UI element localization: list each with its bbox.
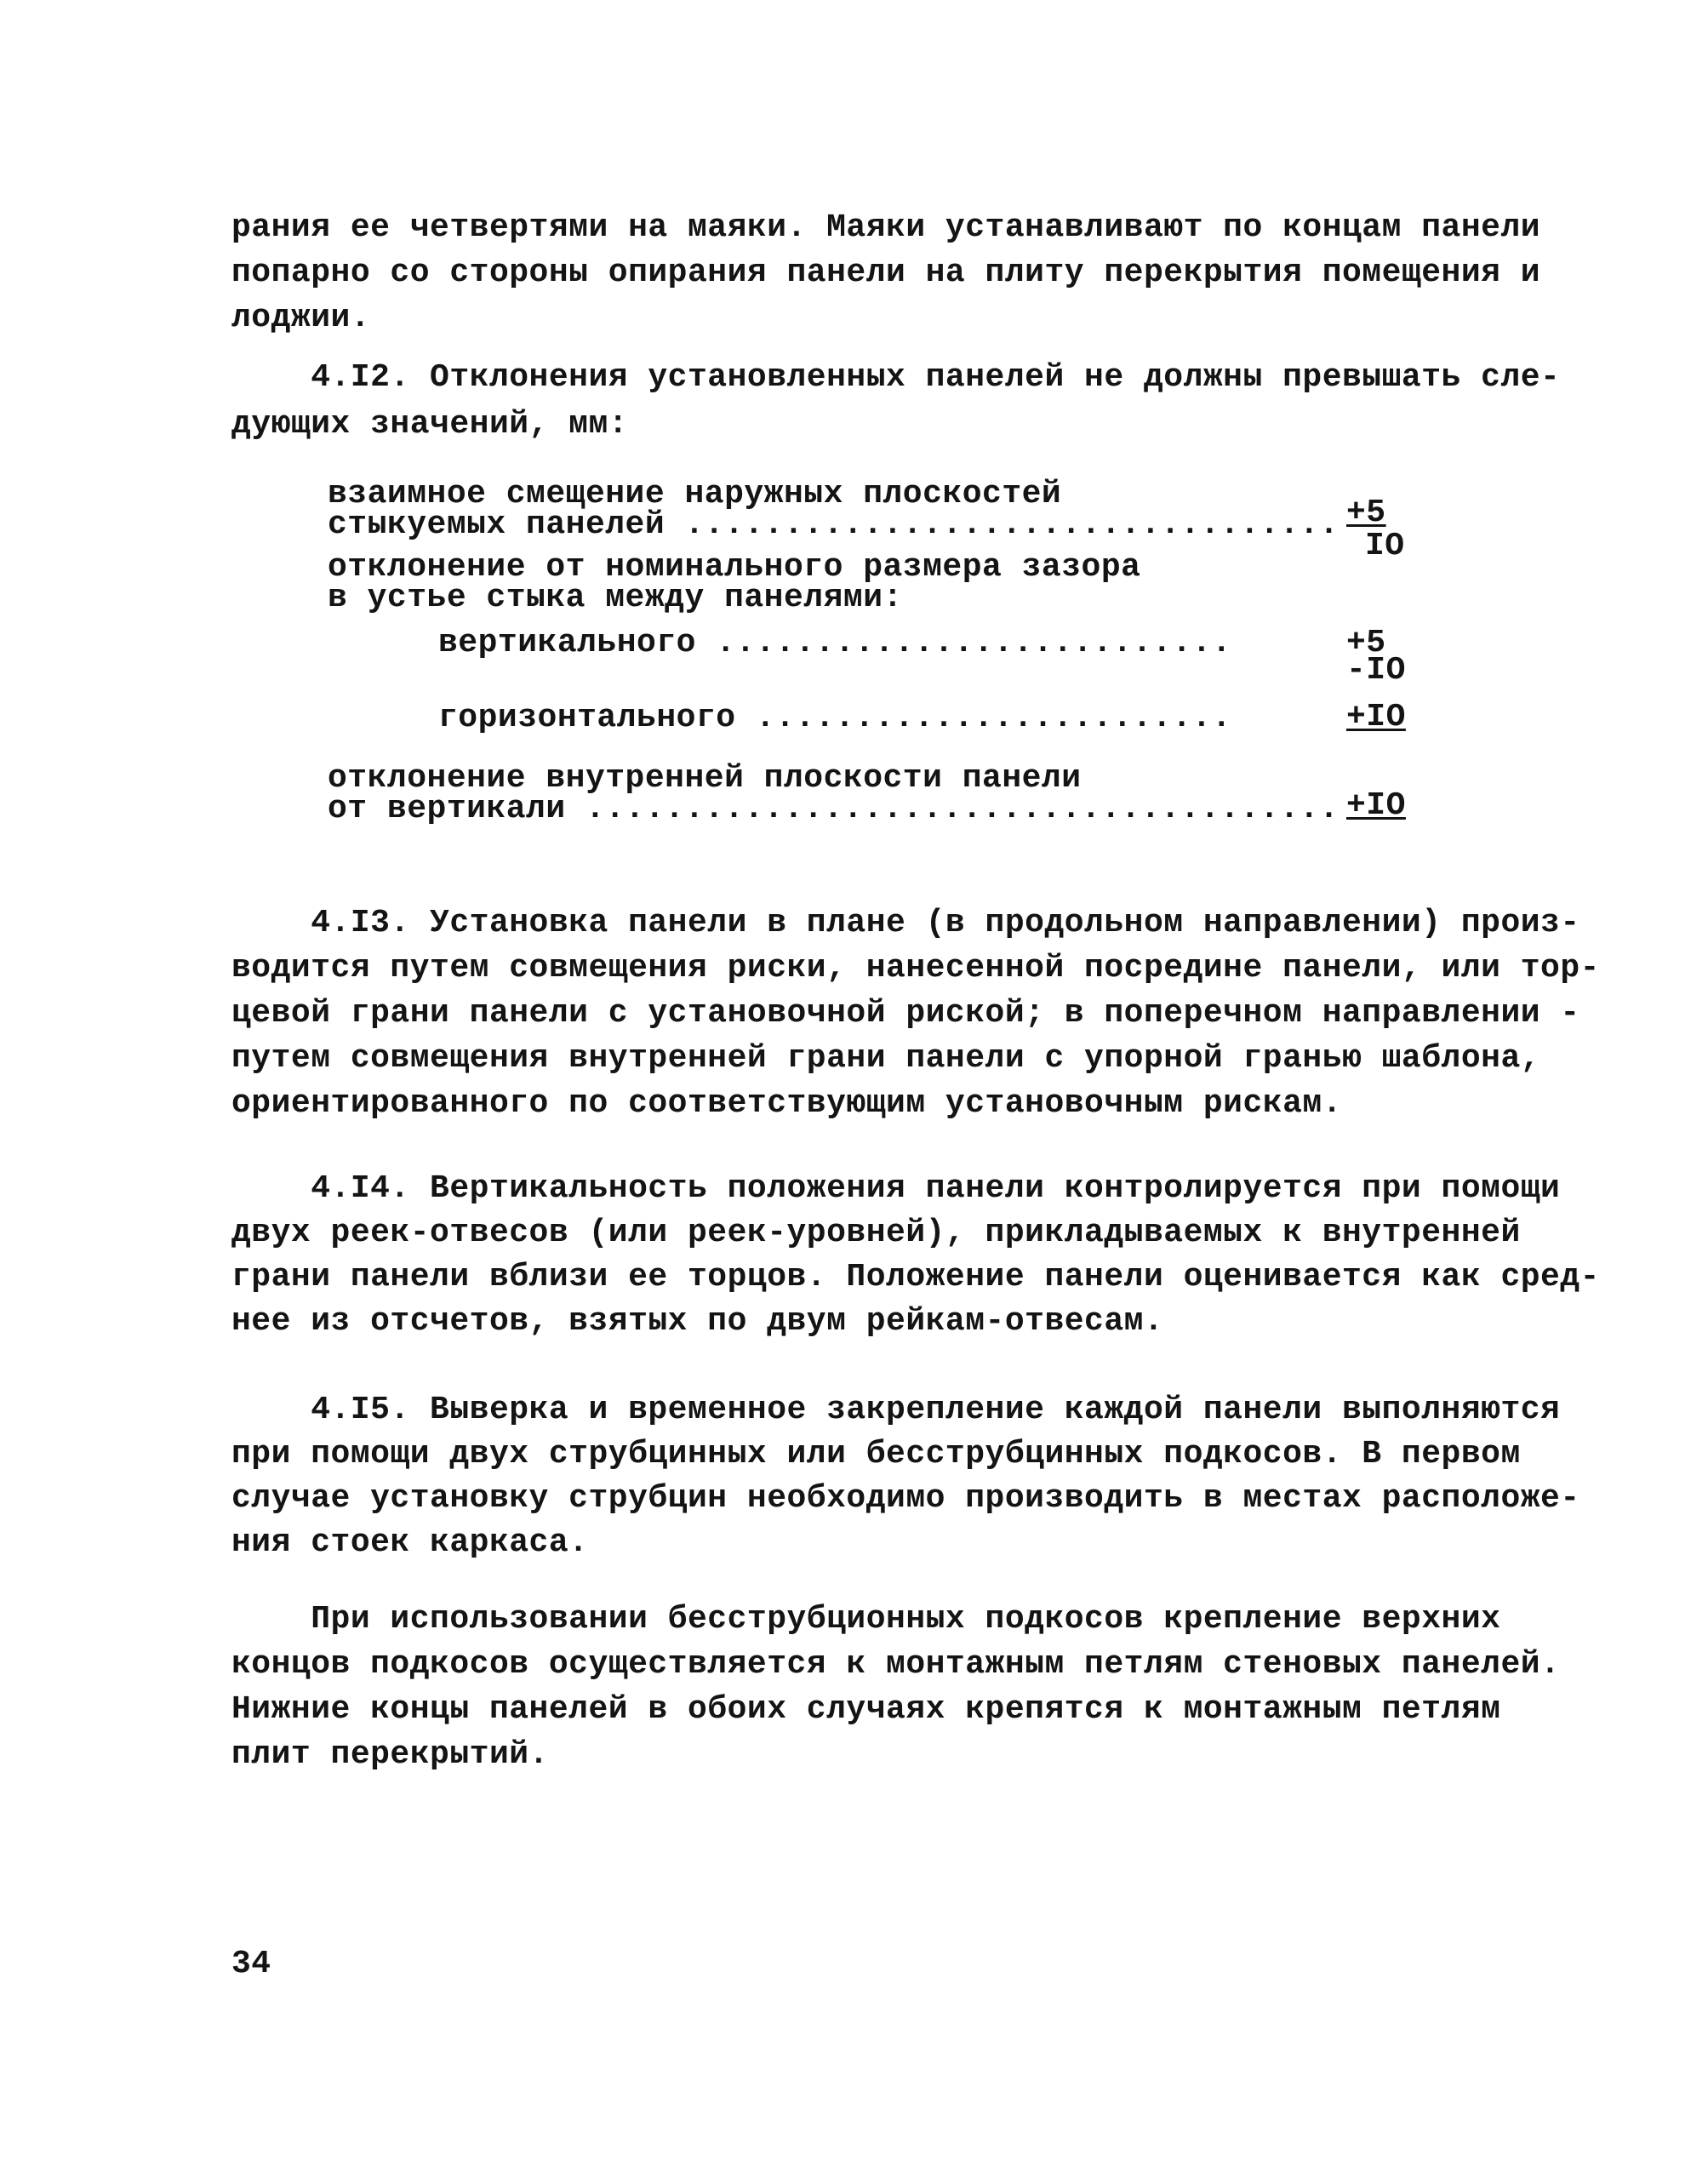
paragraph-last-line-3: Нижние концы панелей в обоих случаях крепятся к монтажным петлям <box>231 1691 1501 1728</box>
paragraph-continuation-line-3: лоджии. <box>231 300 371 336</box>
paragraph-4-13-line-2: водится путем совмещения риски, нанесенной посредине панели, или тор- <box>231 950 1600 986</box>
tolerance-row-2-label-line-2: в устье стыка между панелями: <box>328 580 903 616</box>
tolerance-row-vertical-value-top: +5 <box>1346 625 1386 661</box>
paragraph-4-14-line-1: 4.I4. Вертикальность положения панели контролируется при помощи <box>231 1170 1561 1207</box>
paragraph-last-line-2: концов подкосов осуществляется к монтажным петлям стеновых панелей. <box>231 1646 1561 1683</box>
paragraph-4-13-line-4: путем совмещения внутренней грани панели с упорной гранью шаблона, <box>231 1040 1541 1077</box>
tolerance-row-2-label-line-1: отклонение от номинального размера зазора <box>328 549 1141 586</box>
paragraph-4-14-line-3: грани панели вблизи ее торцов. Положение панели оценивается как сред- <box>231 1259 1600 1295</box>
tolerance-row-1-value-bottom: IO <box>1365 528 1405 564</box>
paragraph-4-13-line-3: цевой грани панели с установочной риской; в поперечном направлении - <box>231 995 1580 1032</box>
paragraph-4-13-line-5: ориентированного по соответствующим установочным рискам. <box>231 1085 1343 1122</box>
paragraph-4-12-line-1: 4.I2. Отклонения установленных панелей не должны превышать сле- <box>231 359 1561 396</box>
paragraph-4-13-line-1: 4.I3. Установка панели в плане (в продольном направлении) произ- <box>231 905 1580 941</box>
paragraph-4-15-line-4: ния стоек каркаса. <box>231 1524 589 1561</box>
paragraph-4-14-line-4: нее из отсчетов, взятых по двум рейкам-отвесам. <box>231 1303 1164 1340</box>
tolerance-row-vertical-label: вертикального .......................... <box>438 625 1232 661</box>
paragraph-4-12-line-2: дующих значений, мм: <box>231 406 629 443</box>
paragraph-4-15-line-2: при помощи двух струбцинных или бесструбцинных подкосов. В первом <box>231 1436 1521 1472</box>
tolerance-row-vertical-value-bottom: -IO <box>1346 652 1406 689</box>
page-number: 34 <box>231 1946 271 1982</box>
tolerance-row-1-label-line-2: стыкуемых панелей ................................. <box>328 506 1340 543</box>
paragraph-last-line-1: При использовании бесструбционных подкосов крепление верхних <box>231 1601 1501 1638</box>
tolerance-row-plane-label-line-2: от вертикали ...................................... <box>328 791 1340 827</box>
paragraph-4-15-line-1: 4.I5. Выверка и временное закрепление каждой панели выполняются <box>231 1392 1561 1428</box>
tolerance-row-horizontal-value: +IO <box>1346 699 1406 735</box>
paragraph-continuation-line-2: попарно со стороны опирания панели на плиту перекрытия помещения и <box>231 254 1541 291</box>
paragraph-last-line-4: плит перекрытий. <box>231 1736 549 1773</box>
tolerance-row-1-value-top: +5 <box>1346 495 1386 531</box>
paragraph-4-14-line-2: двух реек-отвесов (или реек-уровней), прикладываемых к внутренней <box>231 1215 1521 1251</box>
paragraph-4-15-line-3: случае установку струбцин необходимо производить в местах расположе- <box>231 1480 1580 1517</box>
tolerance-row-plane-value: +IO <box>1346 787 1406 824</box>
tolerance-row-plane-label-line-1: отклонение внутренней плоскости панели <box>328 760 1082 797</box>
paragraph-continuation-line-1: рания ее четвертями на маяки. Маяки устанавливают по концам панели <box>231 209 1541 246</box>
tolerance-row-1-label-line-1: взаимное смещение наружных плоскостей <box>328 476 1062 512</box>
tolerance-row-horizontal-label: горизонтального ........................ <box>438 700 1232 736</box>
